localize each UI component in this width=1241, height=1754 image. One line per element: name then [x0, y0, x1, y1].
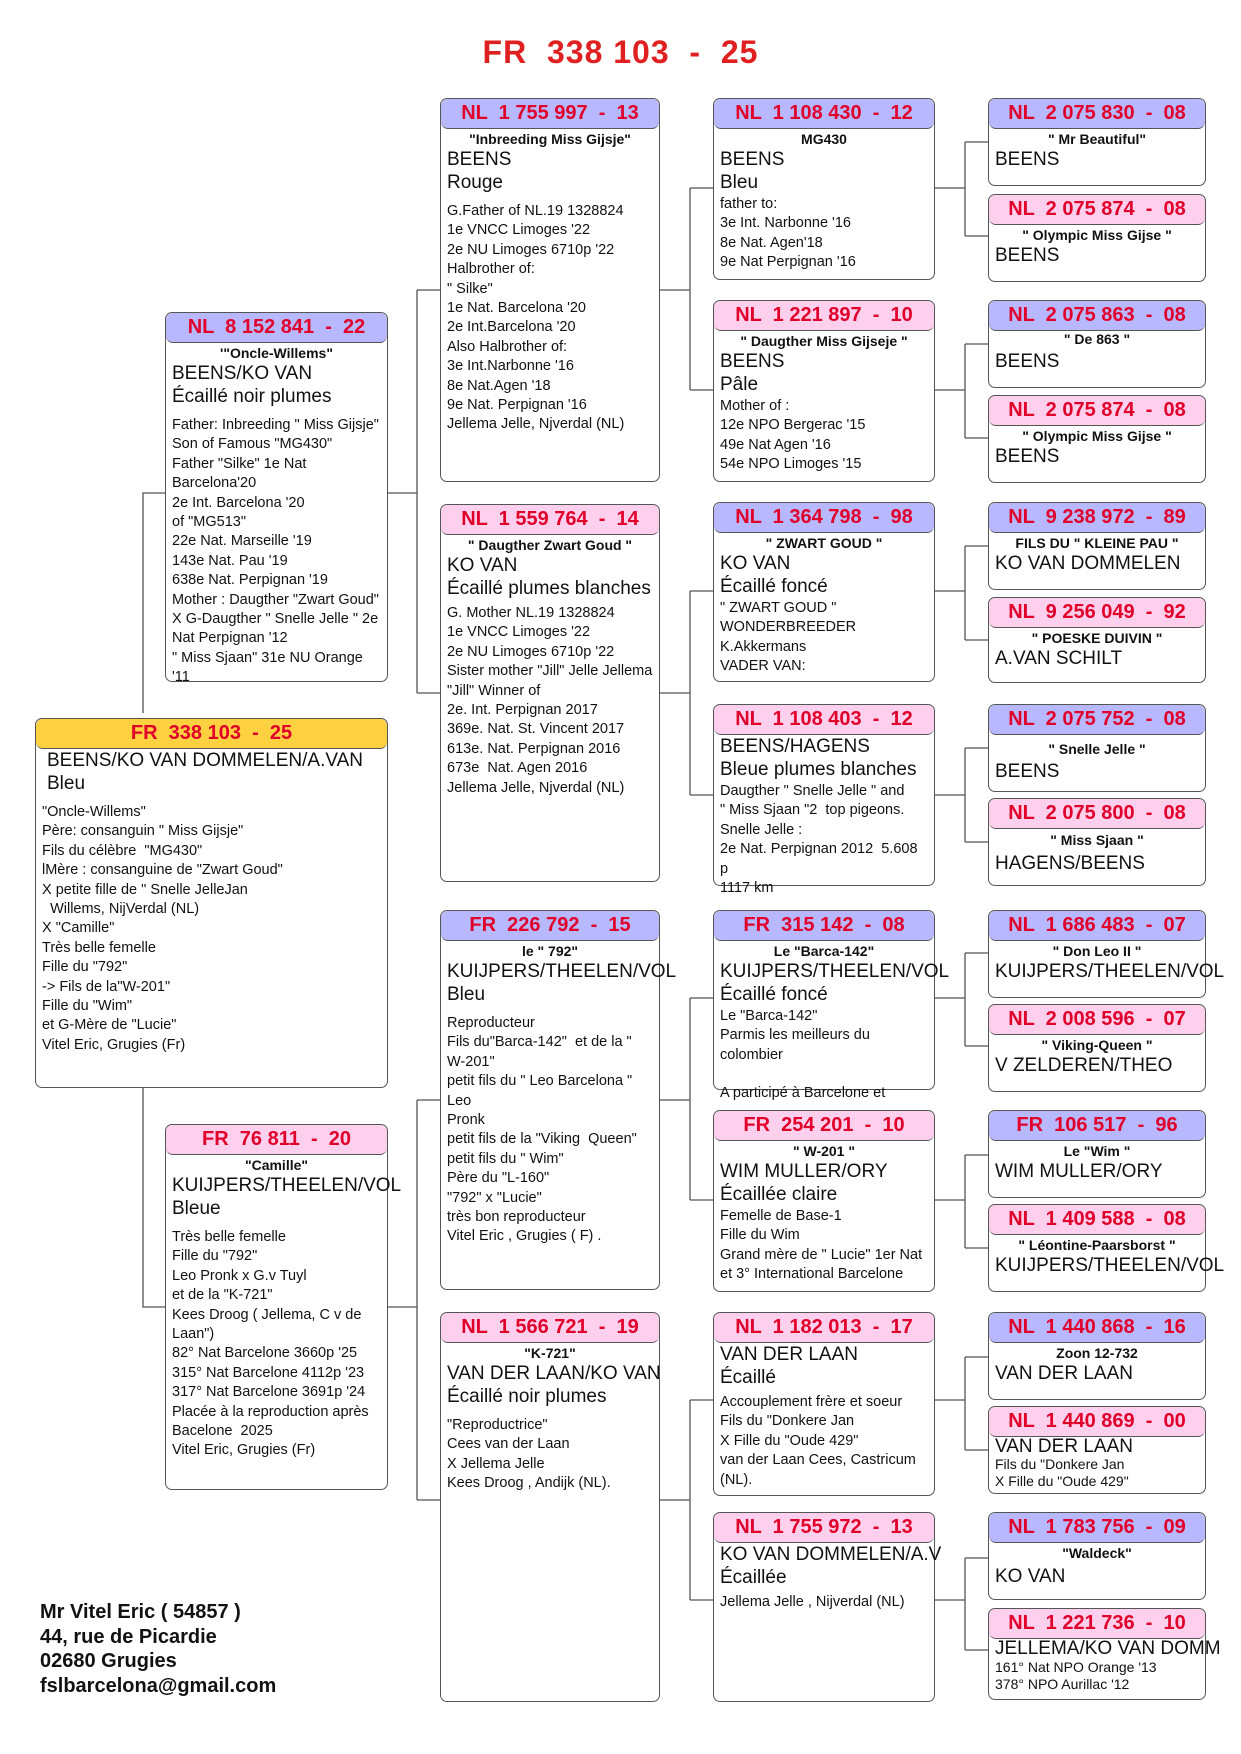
sire-note: " Miss Sjaan" 31e NU Orange '11 [172, 649, 367, 686]
sss-note: 8e Nat. Agen'18 [720, 234, 823, 251]
sire-dam-note: 369e. Nat. St. Vincent 2017 [447, 721, 625, 738]
dam-note: Très belle femelle [172, 1229, 286, 1245]
sire-sire-note: 3e Int.Narbonne '16 [447, 358, 574, 375]
sire-dam-card[interactable] [440, 504, 660, 882]
dam-note: et de la "K-721" [172, 1287, 273, 1304]
dam-ring: FR 76 811 - 20 [166, 1125, 387, 1155]
dam-dam-note: Kees Droog , Andijk (NL). [447, 1475, 611, 1492]
subject-color: Bleu [47, 773, 86, 794]
g3-card[interactable] [988, 300, 1206, 388]
sss-notes [714, 194, 934, 273]
dam-color: Bleue [172, 1198, 221, 1219]
sds-ring: NL 1 364 798 - 98 [714, 503, 934, 533]
g14-card[interactable] [988, 1406, 1206, 1494]
sire-dam-note: 2e NU Limoges 6710p '22 [447, 643, 615, 660]
sss-note: 9e Nat Perpignan '16 [720, 254, 856, 271]
g15-card[interactable] [988, 1512, 1206, 1600]
sss-owner: BEENS [720, 149, 785, 170]
dam-sire-note: petit fils de la "Viking Queen" [447, 1131, 637, 1148]
dam-note: Laan") [172, 1326, 215, 1343]
sire-note: 2e Int. Barcelona '20 [172, 494, 305, 511]
dam-notes [166, 1227, 387, 1461]
sss-nickname: MG430 [801, 131, 847, 147]
sds-owner: KO VAN [720, 553, 791, 574]
g11-owner: WIM MULLER/ORY [995, 1161, 1163, 1182]
dam-note: 82° Nat Barcelone 3660p '25 [172, 1345, 358, 1362]
ssd-owner: BEENS [720, 351, 785, 372]
dam-dam-notes [441, 1415, 659, 1494]
g5-card[interactable] [988, 502, 1206, 590]
sire-sire-owner: BEENS [447, 149, 512, 170]
ssd-note: 12e NPO Bergerac '15 [720, 417, 866, 434]
dam-sire-note: petit fils du " Wim" [447, 1150, 564, 1167]
dds-ring: NL 1 182 013 - 17 [714, 1313, 934, 1343]
sire-dam-note: 613e. Nat. Perpignan 2016 [447, 740, 621, 757]
subject-note: Vitel Eric, Grugies (Fr) [42, 1036, 186, 1053]
g2-ring: NL 2 075 874 - 08 [989, 195, 1205, 225]
sire-note: 22e Nat. Marseille '19 [172, 533, 312, 550]
dds-notes [714, 1392, 934, 1490]
sire-dam-nickname: " Daugther Zwart Goud " [467, 537, 633, 553]
ssd-note: Mother of : [720, 398, 790, 414]
sdd-note: Snelle Jelle : [720, 821, 803, 838]
sire-note: of "MG513" [172, 514, 246, 531]
g3-owner: BEENS [995, 351, 1060, 372]
g9-owner: KUIJPERS/THEELEN/VOL [995, 961, 1225, 982]
g11-card[interactable] [988, 1110, 1206, 1198]
dds-owner: VAN DER LAAN [720, 1344, 858, 1365]
sds-note: " ZWART GOUD " [720, 600, 837, 616]
dam-nickname: "Camille" [244, 1157, 309, 1173]
sire-dam-note: Jellema Jelle, Njverdal (NL) [447, 779, 625, 796]
ssd-nickname: " Daugther Miss Gijseje " [740, 333, 908, 349]
ddd-owner: KO VAN DOMMELEN/A.V [720, 1544, 942, 1565]
subject-note: Fils du célèbre "MG430" [42, 842, 203, 859]
sdd-note: 1117 km [720, 880, 774, 897]
g7-ring: NL 2 075 752 - 08 [989, 705, 1205, 735]
g7-owner: BEENS [995, 761, 1060, 782]
g4-ring: NL 2 075 874 - 08 [989, 396, 1205, 426]
sire-sire-note: 1e Nat. Barcelona '20 [447, 300, 586, 317]
sire-dam-note: 1e VNCC Limoges '22 [447, 624, 591, 641]
dam-dam-note: Cees van der Laan [447, 1436, 570, 1453]
subject-note: "Oncle-Willems" [42, 804, 146, 820]
g13-card[interactable] [988, 1312, 1206, 1400]
subject-note: X "Camille" [42, 920, 115, 937]
sire-dam-ring: NL 1 559 764 - 14 [441, 505, 659, 535]
sds-color: Écaillé foncé [720, 576, 828, 597]
dam-sire-note: W-201" [447, 1053, 495, 1070]
dam-note: Bacelone 2025 [172, 1423, 273, 1440]
dsd-ring: FR 254 201 - 10 [714, 1111, 934, 1141]
g15-owner: KO VAN [995, 1566, 1066, 1587]
sire-nickname: '"Oncle-Willems" [220, 345, 333, 361]
breeder-name: Mr Vitel Eric ( 54857 ) [40, 1601, 241, 1623]
g5-owner: KO VAN DOMMELEN [995, 553, 1181, 574]
g14-owner: VAN DER LAAN [995, 1436, 1133, 1457]
ddd-card[interactable] [713, 1512, 942, 1702]
ssd-color: Pâle [720, 374, 759, 395]
sds-notes [714, 598, 934, 677]
g6-card[interactable] [988, 597, 1206, 683]
dam-sire-owner: KUIJPERS/THEELEN/VOL [447, 961, 677, 982]
g2-card[interactable] [988, 194, 1206, 282]
sire-ring: NL 8 152 841 - 22 [166, 313, 387, 343]
dam-note: Leo Pronk x G.v Tuyl [172, 1267, 307, 1284]
dam-note: Vitel Eric, Grugies (Fr) [172, 1442, 316, 1459]
ssd-notes [714, 396, 934, 475]
dsd-color: Écaillée claire [720, 1184, 838, 1205]
dsd-note: Fille du Wim [720, 1227, 800, 1244]
sire-dam-owner: KO VAN [447, 555, 518, 576]
sire-sire-card[interactable] [440, 98, 660, 482]
sdd-note: Daugther " Snelle Jelle " and [720, 783, 905, 799]
sire-sire-note: " Silke" [447, 280, 493, 297]
dam-dam-note: X Jellema Jelle [447, 1455, 545, 1472]
g5-nickname: FILS DU " KLEINE PAU " [1015, 535, 1179, 551]
g8-card[interactable] [988, 798, 1206, 886]
g6-owner: A.VAN SCHILT [995, 648, 1123, 669]
dss-owner: KUIJPERS/THEELEN/VOL [720, 961, 950, 982]
sdd-owner: BEENS/HAGENS [720, 736, 870, 757]
pedigree-title: FR 338 103 - 25 [482, 34, 759, 70]
sire-sire-ring: NL 1 755 997 - 13 [441, 99, 659, 129]
sire-sire-note: Halbrother of: [447, 261, 535, 278]
sire-dam-note: 2e. Int. Perpignan 2017 [447, 702, 598, 719]
dsd-note: Femelle de Base-1 [720, 1208, 842, 1224]
g15-nickname: "Waldeck" [1062, 1545, 1132, 1561]
g4-nickname: " Olympic Miss Gijse " [1022, 428, 1172, 444]
subject-note: Fille du "Wim" [42, 998, 133, 1015]
sdd-color: Bleue plumes blanches [720, 759, 917, 780]
dds-note: van der Laan Cees, Castricum [720, 1452, 916, 1469]
sire-sire-color: Rouge [447, 172, 503, 193]
dam-sire-card[interactable] [440, 910, 677, 1290]
dds-note: Accouplement frère et soeur [720, 1394, 903, 1410]
g16-ring: NL 1 221 736 - 10 [989, 1609, 1205, 1639]
dam-dam-card[interactable] [440, 1312, 660, 1702]
dam-note: Placée à la reproduction après [172, 1403, 369, 1420]
sire-note: X G-Daugther " Snelle Jelle " 2e [172, 611, 379, 628]
dss-note: Le "Barca-142" [720, 1008, 818, 1024]
g7-card[interactable] [988, 704, 1206, 792]
sire-dam-note: 673e Nat. Agen 2016 [447, 760, 588, 777]
g13-ring: NL 1 440 868 - 16 [989, 1313, 1205, 1343]
sire-sire-note: 2e NU Limoges 6710p '22 [447, 241, 615, 258]
g3-ring: NL 2 075 863 - 08 [989, 301, 1205, 331]
dam-sire-note: Fils du"Barca-142" et de la " [447, 1034, 632, 1051]
subject-ring: FR 338 103 - 25 [36, 719, 387, 749]
g16-card[interactable] [988, 1608, 1221, 1700]
subject-note: -> Fils de la"W-201" [42, 978, 171, 995]
dss-nickname: Le "Barca-142" [773, 943, 875, 959]
sire-owner: BEENS/KO VAN [172, 363, 313, 384]
ddd-ring: NL 1 755 972 - 13 [714, 1513, 934, 1543]
g14-note: X Fille du "Oude 429" [995, 1473, 1129, 1489]
dss-color: Écaillé foncé [720, 984, 828, 1005]
sire-sire-nickname: "Inbreeding Miss Gijsje" [469, 131, 631, 147]
ddd-note: Jellema Jelle , Nijverdal (NL) [720, 1594, 905, 1610]
sire-sire-note: Jellema Jelle, Njverdal (NL) [447, 416, 625, 433]
sire-sire-note: 8e Nat.Agen '18 [447, 377, 551, 394]
g4-owner: BEENS [995, 446, 1060, 467]
sds-card[interactable] [713, 502, 935, 682]
sire-note: 638e Nat. Perpignan '19 [172, 572, 328, 589]
sds-note: K.Akkermans [720, 638, 807, 655]
g10-owner: V ZELDEREN/THEO [995, 1055, 1173, 1076]
g7-nickname: " Snelle Jelle " [1048, 741, 1146, 757]
dds-note: Fils du "Donkere Jan [720, 1413, 855, 1430]
g13-nickname: Zoon 12-732 [1056, 1345, 1138, 1361]
g8-nickname: " Miss Sjaan " [1050, 832, 1144, 848]
g12-card[interactable] [988, 1204, 1225, 1292]
sss-card[interactable] [713, 98, 935, 280]
dsd-note: et 3° International Barcelone [720, 1266, 904, 1283]
dss-card[interactable] [713, 910, 950, 1102]
sds-note: VADER VAN: [720, 658, 806, 675]
sire-sire-note: G.Father of NL.19 1328824 [447, 203, 624, 219]
g16-owner: JELLEMA/KO VAN DOMM [995, 1638, 1221, 1659]
dam-note: Fille du "792" [172, 1248, 258, 1265]
sire-note: Nat Perpignan '12 [172, 630, 288, 647]
dam-sire-note: "792" x "Lucie" [447, 1189, 542, 1206]
sire-note: Son of Famous "MG430" [172, 436, 333, 453]
g4-card[interactable] [988, 395, 1206, 483]
subject-note: X petite fille de " Snelle JelleJan [42, 881, 248, 898]
g8-owner: HAGENS/BEENS [995, 853, 1145, 874]
g2-nickname: " Olympic Miss Gijse " [1022, 227, 1172, 243]
g6-ring: NL 9 256 049 - 92 [989, 598, 1205, 628]
sire-dam-note: G. Mother NL.19 1328824 [447, 605, 615, 621]
sss-color: Bleu [720, 172, 759, 193]
dss-note: A participé à Barcelone et [720, 1085, 886, 1102]
sire-dam-note: "Jill" Winner of [447, 682, 541, 699]
breeder-street: 44, rue de Picardie [40, 1625, 217, 1648]
dam-dam-ring: NL 1 566 721 - 19 [441, 1313, 659, 1343]
subject-note: Très belle femelle [42, 939, 156, 956]
dsd-owner: WIM MULLER/ORY [720, 1161, 888, 1182]
dam-dam-nickname: "K-721" [524, 1345, 576, 1361]
dsd-nickname: " W-201 " [792, 1143, 855, 1159]
ddd-color: Écaillée [720, 1567, 787, 1588]
ssd-note: 54e NPO Limoges '15 [720, 456, 862, 473]
dam-sire-note: Reproducteur [447, 1015, 535, 1031]
g15-ring: NL 1 783 756 - 09 [989, 1513, 1205, 1543]
g11-nickname: Le "Wim " [1063, 1143, 1131, 1159]
dam-sire-ring: FR 226 792 - 15 [441, 911, 659, 941]
sds-nickname: " ZWART GOUD " [765, 535, 883, 551]
g16-note: 378° NPO Aurillac '12 [995, 1676, 1130, 1692]
g1-owner: BEENS [995, 149, 1060, 170]
g1-ring: NL 2 075 830 - 08 [989, 99, 1205, 129]
sss-note: 3e Int. Narbonne '16 [720, 215, 851, 232]
dds-card[interactable] [713, 1312, 935, 1496]
dam-sire-note: petit fils du " Leo Barcelona " Leo [447, 1073, 637, 1109]
sire-note: 143e Nat. Pau '19 [172, 552, 288, 569]
dam-sire-color: Bleu [447, 984, 486, 1005]
dam-dam-note: "Reproductrice" [447, 1417, 548, 1433]
g12-ring: NL 1 409 588 - 08 [989, 1205, 1205, 1235]
sire-note: Father "Silke" 1e Nat [172, 455, 307, 472]
dam-note: 315° Nat Barcelone 4112p '23 [172, 1364, 365, 1381]
dds-note: (NL). [720, 1471, 753, 1488]
dam-sire-nickname: le " 792" [521, 943, 579, 959]
sire-note: Father: Inbreeding " Miss Gijsje" [172, 417, 379, 433]
dss-notes [714, 1006, 934, 1104]
dam-sire-note: très bon reproducteur [447, 1209, 586, 1226]
subject-note: Père: consanguin " Miss Gijsje" [42, 823, 244, 840]
subject-note: lMère : consanguine de "Zwart Goud" [42, 862, 283, 879]
dam-sire-notes [441, 1013, 659, 1247]
dam-dam-color: Écaillé noir plumes [447, 1386, 607, 1407]
dam-card[interactable] [165, 1124, 402, 1490]
ssd-card[interactable] [713, 300, 935, 482]
sdd-card[interactable] [713, 704, 935, 897]
g12-owner: KUIJPERS/THEELEN/VOL [995, 1255, 1225, 1276]
ssd-note: 49e Nat Agen '16 [720, 436, 831, 453]
g9-nickname: " Don Leo II " [1052, 943, 1142, 959]
sdd-note: 2e Nat. Perpignan 2012 5.608 p [720, 841, 922, 877]
g9-ring: NL 1 686 483 - 07 [989, 911, 1205, 941]
subject-notes [36, 802, 387, 1055]
sire-sire-notes [441, 201, 659, 435]
dsd-note: Grand mère de " Lucie" 1er Nat [720, 1246, 923, 1263]
g10-ring: NL 2 008 596 - 07 [989, 1005, 1205, 1035]
subject-card[interactable] [35, 718, 388, 1088]
dsd-notes [714, 1206, 934, 1285]
sdd-ring: NL 1 108 403 - 12 [714, 705, 934, 735]
g13-owner: VAN DER LAAN [995, 1363, 1133, 1384]
subject-note: et G-Mère de "Lucie" [42, 1017, 177, 1034]
sss-note: father to: [720, 196, 778, 212]
dam-sire-note: Pronk [447, 1112, 485, 1129]
dam-dam-owner: VAN DER LAAN/KO VAN [447, 1363, 661, 1384]
g10-card[interactable] [988, 1004, 1206, 1092]
subject-note: Willems, NijVerdal (NL) [42, 901, 200, 918]
g16-notes [989, 1659, 1205, 1693]
dam-note: 317° Nat Barcelone 3691p '24 [172, 1384, 366, 1401]
sire-color: Écaillé noir plumes [172, 386, 332, 407]
sss-ring: NL 1 108 430 - 12 [714, 99, 934, 129]
sire-card[interactable] [165, 312, 388, 686]
sire-sire-note: 9e Nat. Perpignan '16 [447, 397, 587, 414]
g3-nickname: " De 863 " [1063, 331, 1131, 347]
sds-note: WONDERBREEDER [720, 619, 857, 636]
sire-notes [166, 415, 387, 688]
sire-dam-notes [441, 603, 659, 798]
g11-ring: FR 106 517 - 96 [989, 1111, 1205, 1141]
g2-owner: BEENS [995, 245, 1060, 266]
g14-note: Fils du "Donkere Jan [995, 1456, 1125, 1472]
sire-sire-note: 2e Int.Barcelona '20 [447, 319, 576, 336]
g10-nickname: " Viking-Queen " [1041, 1037, 1153, 1053]
g14-notes [989, 1456, 1205, 1490]
dds-note: X Fille du "Oude 429" [720, 1432, 859, 1449]
sdd-notes [714, 781, 934, 898]
sire-sire-note: Also Halbrother of: [447, 338, 568, 355]
g5-ring: NL 9 238 972 - 89 [989, 503, 1205, 533]
subject-owner: BEENS/KO VAN DOMMELEN/A.VAN [47, 750, 364, 771]
g1-nickname: " Mr Beautiful" [1047, 131, 1147, 147]
breeder-email[interactable]: fslbarcelona@gmail.com [40, 1674, 277, 1697]
dam-owner: KUIJPERS/THEELEN/VOL [172, 1175, 402, 1196]
dss-note [720, 1065, 928, 1084]
sire-dam-note: Sister mother "Jill" Jelle Jellema [447, 663, 653, 680]
g12-nickname: " Léontine-Paarsborst " [1018, 1237, 1176, 1253]
g16-note: 161° Nat NPO Orange '13 [995, 1659, 1157, 1675]
sire-note: Mother : Daugther "Zwart Goud" [172, 591, 379, 608]
g8-ring: NL 2 075 800 - 08 [989, 799, 1205, 829]
g14-ring: NL 1 440 869 - 00 [989, 1407, 1205, 1437]
dds-color: Écaillé [720, 1367, 776, 1388]
dsd-card[interactable] [713, 1110, 935, 1292]
g1-card[interactable] [988, 98, 1206, 186]
dam-sire-note: Père du "L-160" [447, 1170, 550, 1187]
dam-sire-note: Vitel Eric , Grugies ( F) . [447, 1228, 602, 1245]
dss-ring: FR 315 142 - 08 [714, 911, 934, 941]
sdd-note: " Miss Sjaan "2 top pigeons. [720, 802, 905, 819]
ddd-notes [714, 1592, 934, 1612]
g6-nickname: " POESKE DUIVIN " [1031, 630, 1163, 646]
sire-note: Barcelona'20 [172, 475, 257, 492]
sire-dam-color: Écaillé plumes blanches [447, 578, 651, 599]
breeder-city: 02680 Grugies [40, 1650, 177, 1672]
dam-note: Kees Droog ( Jellema, C v de [172, 1306, 362, 1323]
breeder-address [40, 1600, 276, 1698]
subject-note: Fille du "792" [42, 959, 128, 976]
g9-card[interactable] [988, 910, 1225, 998]
dss-note: Parmis les meilleurs du colombier [720, 1027, 874, 1063]
ssd-ring: NL 1 221 897 - 10 [714, 301, 934, 331]
sire-sire-note: 1e VNCC Limoges '22 [447, 222, 591, 239]
